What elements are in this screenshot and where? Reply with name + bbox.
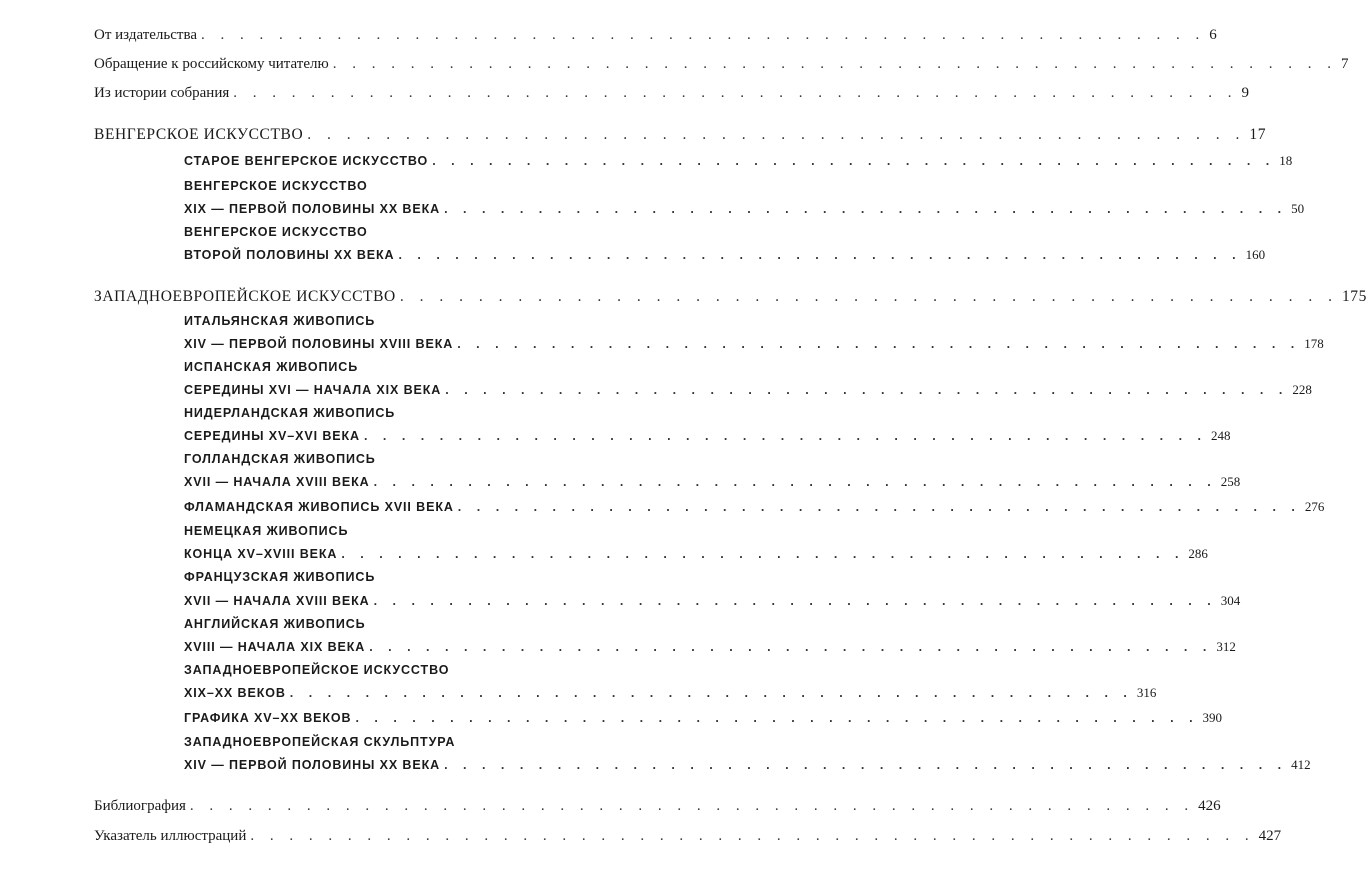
toc-entry-title: СЕРЕДИНЫ XVI — НАЧАЛА XIX ВЕКА (184, 383, 442, 397)
toc-entry-index-of-illustrations[interactable] (94, 828, 1282, 844)
toc-entry-title: От издательства (94, 27, 198, 43)
toc-subentry[interactable] (184, 639, 1236, 654)
toc-entry-title: СЕРЕДИНЫ XV–XVI ВЕКА (184, 429, 360, 443)
toc-entry-title: ГРАФИКА XV–XX ВЕКОВ (184, 711, 352, 725)
toc-entry-bibliography[interactable] (94, 798, 1221, 814)
toc-subentry[interactable] (184, 593, 1241, 608)
leader-dots: . . . . . . . . . . . . . . . . . . . . . . . . . . . . . . . . . . . . . . . . . . . . . (457, 500, 1301, 514)
toc-entry-title: ФЛАМАНДСКАЯ ЖИВОПИСЬ XVII ВЕКА (184, 500, 454, 514)
leader-dots: . . . . . . . . . . . . . . . . . . . . . . . . . . . . . . . . . . . . . . . . . . . . . (355, 711, 1199, 725)
leader-dots: . . . . . . . . . . . . . . . . . . . . . . . . . . . . . . . . . . . . . . . . . . . . . (432, 154, 1276, 168)
toc-subentry-heading: ВЕНГЕРСКОЕ ИСКУССТВО (184, 225, 368, 239)
toc-page-number: 228 (1292, 382, 1312, 397)
leader-dots: . . . . . . . . . . . . . . . . . . . . . . . . . . . . . . . . . . . . . . . . . . . . . (373, 594, 1217, 608)
toc-entry-title: XIX–XX ВЕКОВ (184, 686, 286, 700)
leader-dots: . . . . . . . . . . . . . . . . . . . . . . . . . . . . . . . . . . . . . . . . . . . . . (398, 248, 1242, 262)
toc-page-number: 175 (1341, 288, 1367, 305)
leader-dots: . . . . . . . . . . . . . . . . . . . . . . . . . . . . . . . . . . . . . . . . . . . . . (457, 337, 1301, 351)
toc-subentry-heading: ФРАНЦУЗСКАЯ ЖИВОПИСЬ (184, 570, 376, 584)
toc-page-number: 6 (1209, 27, 1217, 43)
leader-dots: . . . . . . . . . . . . . . . . . . . . . . . . . . . . . . . . . . . . . . . . . . . . . (444, 202, 1288, 216)
toc-entry-title: Обращение к российскому читателю (94, 56, 329, 72)
leader-dots: . . . . . . . . . . . . . . . . . . . . . . . . . . . . . . . . . . . . . . . . . . . . . . . . (399, 288, 1338, 305)
toc-page-number: 17 (1249, 126, 1267, 143)
leader-dots: . . . . . . . . . . . . . . . . . . . . . . . . . . . . . . . . . . . . . . . . . . . . . . . . . . . . (233, 85, 1238, 101)
toc-subentry-heading: НЕМЕЦКАЯ ЖИВОПИСЬ (184, 524, 349, 538)
toc-page-number: 412 (1291, 757, 1311, 772)
toc-subentry[interactable] (184, 382, 1312, 397)
toc-subentry[interactable] (184, 247, 1266, 262)
toc-entry-title: Библиография (94, 798, 186, 814)
toc-subentry[interactable] (184, 757, 1311, 772)
toc-page-number: 427 (1258, 828, 1282, 844)
toc-entry-title: XIV — ПЕРВОЙ ПОЛОВИНЫ XX ВЕКА (184, 758, 441, 772)
toc-page-number: 316 (1136, 685, 1157, 700)
leader-dots: . . . . . . . . . . . . . . . . . . . . . . . . . . . . . . . . . . . . . . . . . . . . . (289, 686, 1133, 700)
toc-entry-title: Указатель иллюстраций (94, 828, 247, 844)
leader-dots: . . . . . . . . . . . . . . . . . . . . . . . . . . . . . . . . . . . . . . . . . . . . . (445, 383, 1289, 397)
toc-entry-title: СТАРОЕ ВЕНГЕРСКОЕ ИСКУССТВО (184, 154, 429, 168)
toc-page-number: 160 (1245, 247, 1266, 262)
toc-subentry[interactable] (184, 685, 1157, 700)
toc-page-number: 304 (1220, 593, 1241, 608)
toc-subentry-heading: ИТАЛЬЯНСКАЯ ЖИВОПИСЬ (184, 314, 376, 328)
toc-subentry[interactable] (184, 546, 1208, 561)
toc-subentry-heading: НИДЕРЛАНДСКАЯ ЖИВОПИСЬ (184, 406, 396, 420)
leader-dots: . . . . . . . . . . . . . . . . . . . . . . . . . . . . . . . . . . . . . . . . . . . . . . . . . . . . (201, 27, 1206, 43)
toc-subentry-heading: ЗАПАДНОЕВРОПЕЙСКОЕ ИСКУССТВО (184, 663, 450, 677)
toc-page-number: 178 (1304, 336, 1324, 351)
toc-page-number: 390 (1202, 710, 1223, 725)
leader-dots: . . . . . . . . . . . . . . . . . . . . . . . . . . . . . . . . . . . . . . . . . . . . . . . . . . . . (250, 828, 1255, 844)
toc-page-number: 258 (1220, 474, 1241, 489)
leader-dots: . . . . . . . . . . . . . . . . . . . . . . . . . . . . . . . . . . . . . . . . . . . . . . . . (307, 126, 1246, 143)
toc-page-number: 312 (1216, 639, 1236, 654)
toc-entry-history-of-collection[interactable] (94, 85, 1250, 101)
toc-section-title: ВЕНГЕРСКОЕ ИСКУССТВО (94, 126, 304, 143)
toc-page-number: 18 (1279, 153, 1293, 168)
toc-page-number: 50 (1291, 201, 1305, 216)
toc-entry-address-to-reader[interactable] (94, 56, 1349, 72)
toc-page-number: 276 (1304, 499, 1325, 514)
toc-subentry-heading: ВЕНГЕРСКОЕ ИСКУССТВО (184, 179, 368, 193)
toc-subentry-heading: ГОЛЛАНДСКАЯ ЖИВОПИСЬ (184, 452, 376, 466)
leader-dots: . . . . . . . . . . . . . . . . . . . . . . . . . . . . . . . . . . . . . . . . . . . . . (369, 640, 1213, 654)
toc-page-number: 9 (1241, 85, 1250, 101)
toc-page-number: 286 (1188, 546, 1208, 561)
toc-subentry[interactable] (184, 428, 1231, 443)
toc-section-western-european-art[interactable] (94, 288, 1367, 305)
toc-subentry-heading: ЗАПАДНОЕВРОПЕЙСКАЯ СКУЛЬПТУРА (184, 735, 456, 749)
leader-dots: . . . . . . . . . . . . . . . . . . . . . . . . . . . . . . . . . . . . . . . . . . . . . (444, 758, 1288, 772)
toc-subentry[interactable] (184, 201, 1305, 216)
toc-entry-title: Из истории собрания (94, 85, 230, 101)
toc-entry-title: XIX — ПЕРВОЙ ПОЛОВИНЫ XX ВЕКА (184, 202, 441, 216)
leader-dots: . . . . . . . . . . . . . . . . . . . . . . . . . . . . . . . . . . . . . . . . . . . . . (341, 547, 1185, 561)
leader-dots: . . . . . . . . . . . . . . . . . . . . . . . . . . . . . . . . . . . . . . . . . . . . . (373, 475, 1217, 489)
toc-subentry[interactable] (184, 153, 1293, 168)
toc-subentry[interactable] (184, 336, 1324, 351)
toc-page-number: 7 (1340, 56, 1349, 72)
toc-entry-title: XVII — НАЧАЛА XVIII ВЕКА (184, 475, 370, 489)
toc-page-number: 248 (1211, 428, 1231, 443)
leader-dots: . . . . . . . . . . . . . . . . . . . . . . . . . . . . . . . . . . . . . . . . . . . . . (363, 429, 1208, 443)
toc-subentry-heading: ИСПАНСКАЯ ЖИВОПИСЬ (184, 360, 359, 374)
toc-subentry[interactable] (184, 474, 1241, 489)
toc-entry-title: XVII — НАЧАЛА XVIII ВЕКА (184, 594, 370, 608)
toc-entry-title: КОНЦА XV–XVIII ВЕКА (184, 547, 338, 561)
toc-entry-title: ВТОРОЙ ПОЛОВИНЫ XX ВЕКА (184, 248, 395, 262)
toc-entry-from-publisher[interactable] (94, 27, 1217, 43)
toc-subentry[interactable] (184, 499, 1325, 514)
toc-subentry[interactable] (184, 710, 1223, 725)
leader-dots: . . . . . . . . . . . . . . . . . . . . . . . . . . . . . . . . . . . . . . . . . . . . . . . . . . . . (332, 56, 1337, 72)
toc-page-number: 426 (1198, 798, 1221, 814)
toc-entry-title: XVIII — НАЧАЛА XIX ВЕКА (184, 640, 366, 654)
toc-entry-title: XIV — ПЕРВОЙ ПОЛОВИНЫ XVIII ВЕКА (184, 337, 454, 351)
toc-subentry-heading: АНГЛИЙСКАЯ ЖИВОПИСЬ (184, 617, 366, 631)
leader-dots: . . . . . . . . . . . . . . . . . . . . . . . . . . . . . . . . . . . . . . . . . . . . . . . . . . . . (189, 798, 1195, 814)
toc-section-title: ЗАПАДНОЕВРОПЕЙСКОЕ ИСКУССТВО (94, 288, 396, 305)
toc-section-hungarian-art[interactable] (94, 126, 1267, 143)
